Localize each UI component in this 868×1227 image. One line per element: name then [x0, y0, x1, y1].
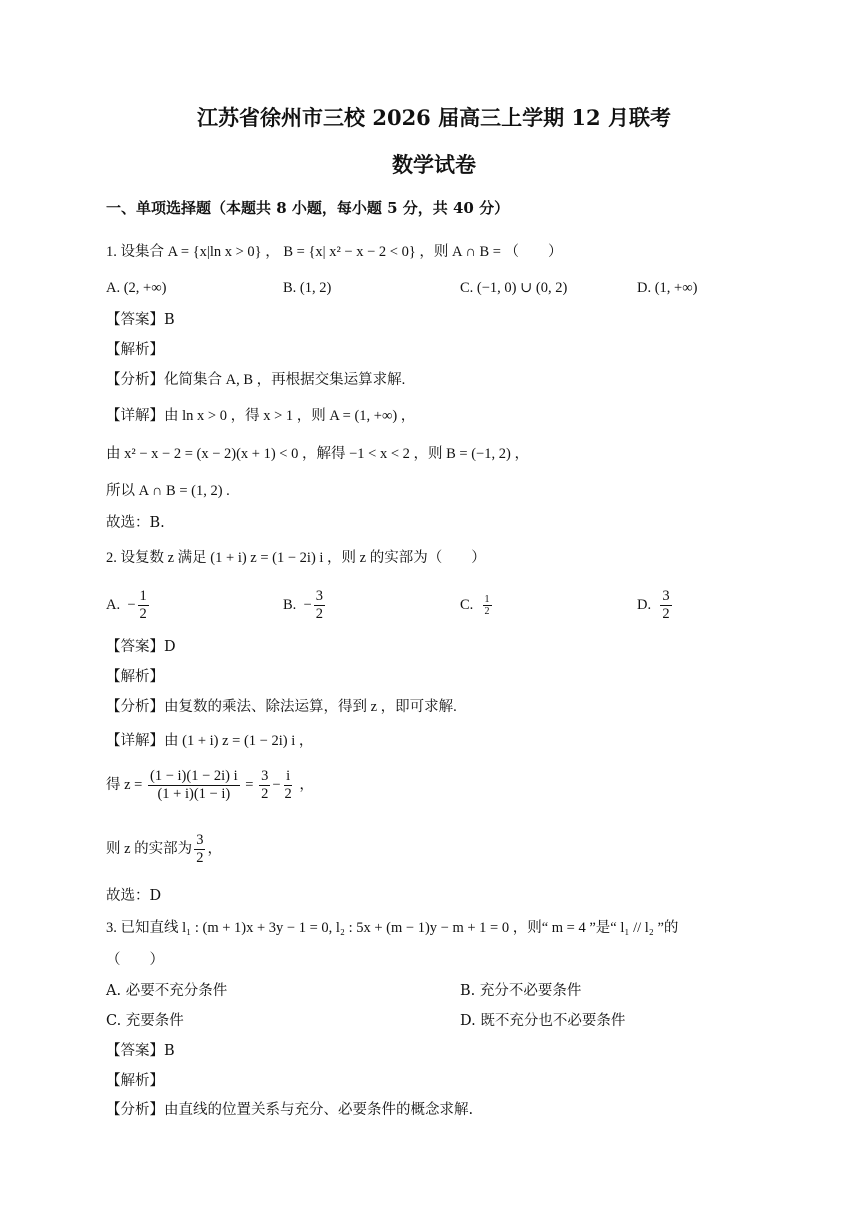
q2-xiangjie: 【详解】由 (1 + i) z = (1 − 2i) i ，	[106, 733, 314, 749]
q3-paren: （ ）	[106, 952, 164, 968]
q2-select: 故选：D	[106, 888, 162, 904]
q1-option-d: D. (1, +∞)	[637, 280, 698, 296]
q3-option-b: B. 充分不必要条件	[460, 983, 582, 999]
q2-fenxi: 【分析】由复数的乘法、除法运算，得到 z ，即可求解.	[106, 699, 457, 715]
q2-answer: 【答案】D	[106, 639, 176, 655]
q1-option-b: B. (1, 2)	[283, 280, 332, 296]
q3-option-c: C. 充要条件	[106, 1013, 184, 1029]
q2-option-d: D. $\frac{3}{2}$	[637, 588, 670, 622]
q1-option-c: C. (−1, 0) ∪ (0, 2)	[460, 280, 568, 296]
q2-derivation: 得 z = $\frac{(1 - i)(1 - 2i) i}{(1 + i)(1 - i)}$ = $\frac{3}{2}$ − $\frac{i}{2}$ ，	[106, 768, 314, 802]
q1-stem: 1. 设集合 A = {x|ln x > 0} ， B = {x| x² − x − 2 < 0} ，则 A ∩ B = （ ）	[106, 244, 563, 260]
q3-fenxi: 【分析】由直线的位置关系与充分、必要条件的概念求解.	[106, 1102, 474, 1118]
q2-option-b: B. − $\frac{3}{2}$	[283, 588, 323, 622]
q3-answer: 【答案】B	[106, 1043, 175, 1059]
q3-option-a: A. 必要不充分条件	[106, 983, 228, 999]
q2-real-part: 则 z 的实部为 $\frac{3}{2}$ ，	[106, 832, 222, 866]
q1-xiangjie: 【详解】由 ln x > 0 ，得 x > 1 ，则 A = (1, +∞) ，	[106, 408, 416, 424]
q1-select: 故选：B.	[106, 515, 165, 531]
q1-line2: 由 x² − x − 2 = (x − 2)(x + 1) < 0 ，解得 −1 < x < 2 ，则 B = (−1, 2) ，	[106, 446, 529, 462]
section-heading: 一、单项选择题（本题共 8 小题，每小题 5 分，共 40 分）	[106, 199, 510, 217]
q1-analysis-tag: 【解析】	[106, 342, 164, 358]
page-title: 江苏省徐州市三校 2026 届高三上学期 12 月联考	[197, 105, 671, 130]
q1-fenxi: 【分析】化简集合 A, B ，再根据交集运算求解.	[106, 372, 406, 388]
q2-stem: 2. 设复数 z 满足 (1 + i) z = (1 − 2i) i ，则 z 的实部为（ ）	[106, 550, 486, 566]
q3-stem: 3. 已知直线 l₁ : (m + 1)x + 3y − 1 = 0, l₂ : 5x + (m − 1)y − m + 1 = 0 ，则“ m = 4 ”是“ l₁ // l₂ ”的	[106, 920, 679, 936]
q1-answer: 【答案】B	[106, 312, 175, 328]
q3-analysis-tag: 【解析】	[106, 1073, 164, 1089]
q2-option-c: C. $\frac{1}{2}$	[460, 594, 490, 617]
page-subtitle: 数学试卷	[392, 152, 476, 177]
q1-option-a: A. (2, +∞)	[106, 280, 167, 296]
q2-option-a: A. − $\frac{1}{2}$	[106, 588, 147, 622]
q2-analysis-tag: 【解析】	[106, 669, 164, 685]
q3-option-d: D. 既不充分也不必要条件	[460, 1013, 626, 1029]
q1-line3: 所以 A ∩ B = (1, 2) .	[106, 483, 230, 499]
